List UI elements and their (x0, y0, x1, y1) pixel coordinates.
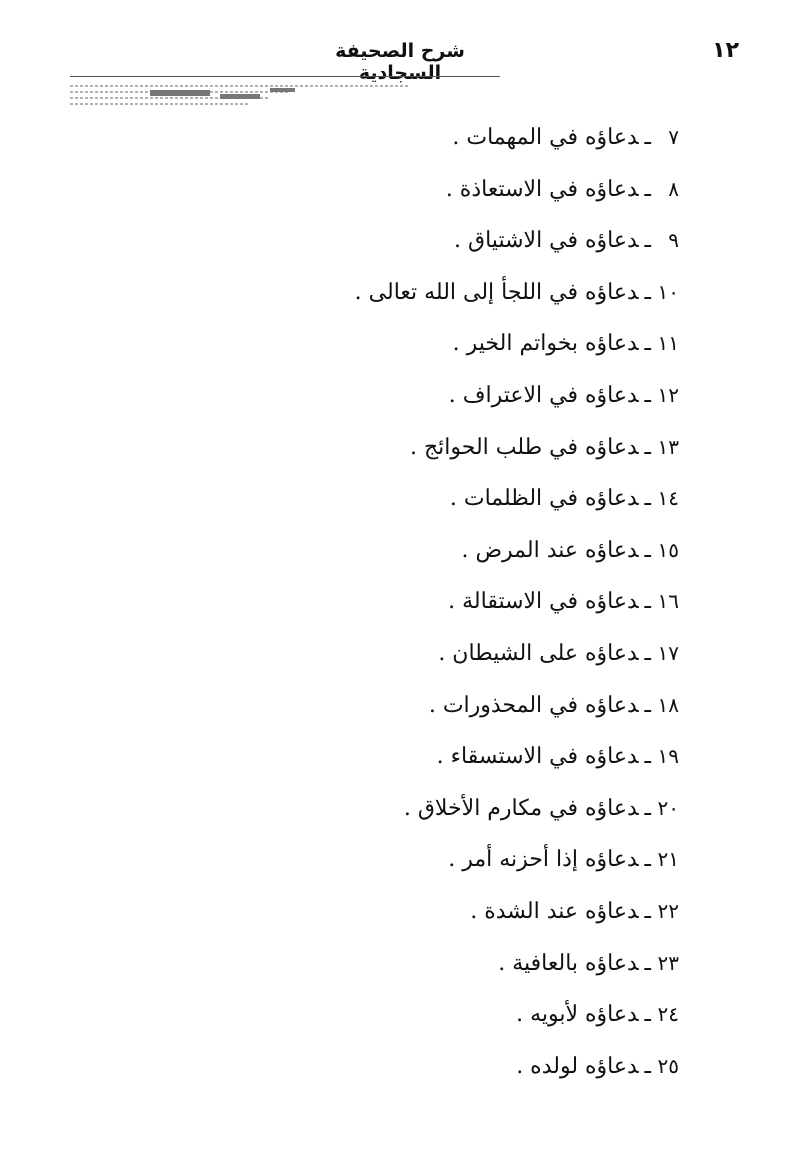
toc-item (119, 834, 679, 886)
toc-item-title: دعاؤه في الاشتياق . (454, 228, 639, 254)
toc-item-separator: ـ (644, 331, 651, 357)
toc-item-number: ٢٤ (657, 1002, 679, 1027)
toc-item-number: ٢٣ (657, 950, 679, 975)
toc-item-number: ١٣ (657, 434, 679, 459)
toc-item-separator: ـ (644, 898, 651, 924)
toc-item-title: دعاؤه عند الشدة . (470, 898, 639, 924)
toc-item-separator: ـ (644, 382, 651, 408)
toc-item-title: دعاؤه في المهمات . (452, 125, 639, 150)
toc-item-separator: ـ (644, 589, 651, 615)
toc-item-title: دعاؤه في الاستقالة . (448, 589, 639, 615)
toc-item-title: دعاؤه بالعافية . (498, 950, 639, 976)
toc-item (119, 318, 679, 370)
toc-item (119, 886, 679, 938)
toc-item-number: ٨ (668, 176, 679, 201)
toc-item-separator: ـ (644, 744, 651, 770)
toc-item-title: دعاؤه في طلب الحوائج . (409, 434, 639, 460)
scan-artifact (70, 82, 430, 110)
toc-item (119, 680, 679, 732)
toc-item-title: دعاؤه إذا أحزنه أمر . (448, 847, 639, 873)
toc-item-title: دعاؤه لولده . (516, 1053, 639, 1079)
toc-item (119, 783, 679, 835)
toc-item-title: دعاؤه في الاستسقاء . (436, 744, 639, 770)
toc-item (119, 576, 679, 628)
toc-item-separator: ـ (644, 1002, 651, 1028)
toc-item-number: ١٥ (657, 537, 679, 562)
toc-item-title: دعاؤه في مكارم الأخلاق . (403, 795, 639, 821)
toc-item-number: ٢١ (657, 847, 679, 872)
toc-item-separator: ـ (644, 537, 651, 563)
toc-item (119, 1041, 679, 1093)
header-rule (70, 76, 500, 77)
toc-item-title: دعاؤه في المحذورات . (428, 692, 639, 718)
toc-item-title: دعاؤه عند المرض . (461, 537, 639, 563)
toc-item (119, 938, 679, 990)
toc-item-number: ١٦ (657, 589, 679, 614)
toc-item (119, 989, 679, 1041)
toc-item-title: دعاؤه على الشيطان . (438, 640, 639, 666)
toc-item-separator: ـ (644, 795, 651, 821)
toc-item-separator: ـ (644, 1053, 651, 1079)
toc-item-title: دعاؤه في اللجأ إلى الله تعالى . (354, 279, 639, 305)
toc-item-number: ١٨ (657, 692, 679, 717)
toc-item-separator: ـ (644, 640, 651, 666)
toc-item-number: ١٠ (657, 279, 679, 304)
toc-item-number: ٢٥ (657, 1053, 679, 1078)
toc-item (119, 164, 679, 216)
toc-item-title: دعاؤه في الاعتراف . (448, 382, 639, 408)
toc-item-separator: ـ (644, 228, 651, 254)
toc-item-number: ٩ (668, 228, 679, 253)
toc-item-number: ١٧ (657, 640, 679, 665)
toc-list (119, 112, 679, 1092)
toc-item-number: ١٢ (657, 382, 679, 407)
toc-item (119, 525, 679, 577)
toc-item-title: دعاؤه لأبويه . (516, 1002, 639, 1028)
toc-item-number: ٧ (668, 125, 679, 149)
toc-item (119, 473, 679, 525)
toc-item-number: ١٤ (657, 486, 679, 511)
toc-item (119, 628, 679, 680)
toc-item-separator: ـ (644, 950, 651, 976)
toc-item (119, 422, 679, 474)
page-number: ١٢ (712, 38, 739, 63)
toc-item-separator: ـ (644, 125, 651, 150)
toc-item (119, 267, 679, 319)
toc-item-title: دعاؤه في الظلمات . (449, 486, 639, 512)
toc-item-separator: ـ (644, 847, 651, 873)
toc-item (119, 215, 679, 267)
toc-item (119, 112, 679, 164)
toc-item-number: ٢٠ (657, 795, 679, 820)
toc-item-number: ١٩ (657, 744, 679, 769)
toc-item-separator: ـ (644, 486, 651, 512)
toc-item-number: ١١ (657, 331, 679, 356)
toc-item (119, 731, 679, 783)
toc-item-separator: ـ (644, 692, 651, 718)
toc-item-title: دعاؤه بخواتم الخير . (452, 331, 639, 357)
toc-item-separator: ـ (644, 279, 651, 305)
running-title: شرح الصحيفة السجادية (335, 40, 465, 84)
toc-item (119, 370, 679, 422)
toc-item-title: دعاؤه في الاستعاذة . (445, 176, 639, 202)
toc-item-number: ٢٢ (657, 898, 679, 923)
toc-item-separator: ـ (644, 434, 651, 460)
toc-item-separator: ـ (644, 176, 651, 202)
